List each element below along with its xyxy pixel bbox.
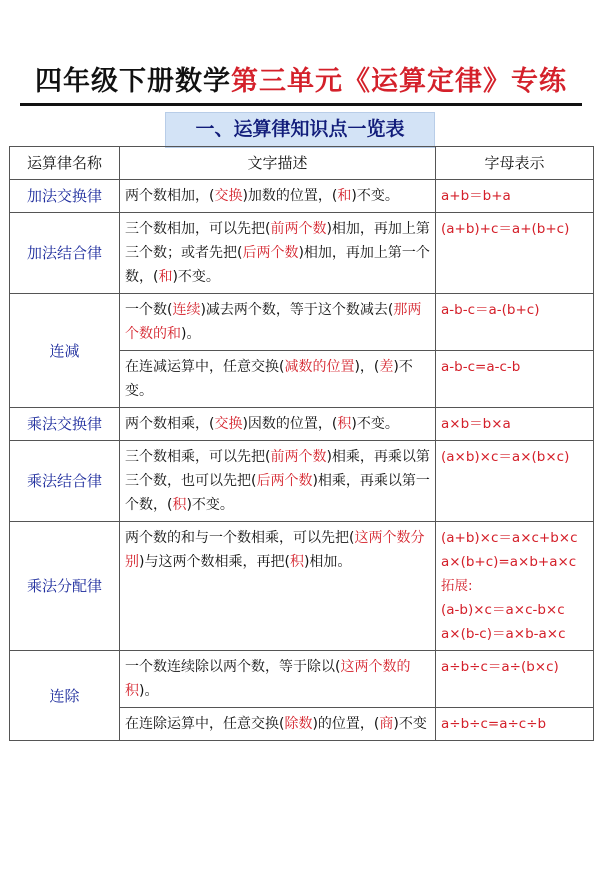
rule-description: 在连减运算中，任意交换(减数的位置)，(差)不变。 <box>120 351 436 408</box>
page-title <box>0 62 602 102</box>
header-name: 运算律名称 <box>10 147 120 180</box>
title-underline <box>20 103 582 106</box>
rules-table <box>9 146 594 741</box>
rule-name: 加法结合律 <box>10 213 120 294</box>
table-header-row <box>10 147 594 180</box>
rule-name: 乘法交换律 <box>10 408 120 441</box>
rule-formula <box>436 522 594 651</box>
rule-formula: a÷b÷c＝a÷(b×c) <box>436 651 594 708</box>
rule-description: 三个数相乘，可以先把(前两个数)相乘，再乘以第三个数，也可以先把(后两个数)相乘，再乘以第一个数，(积)不变。 <box>120 441 436 522</box>
formula-line: a×(b-c)＝a×b-a×c <box>441 626 566 642</box>
rule-description: 一个数连续除以两个数，等于除以(这两个数的积)。 <box>120 651 436 708</box>
rule-formula: a÷b÷c=a÷c÷b <box>436 708 594 741</box>
rule-name: 加法交换律 <box>10 180 120 213</box>
rule-formula: (a×b)×c＝a×(b×c) <box>436 441 594 522</box>
table-row <box>10 408 594 441</box>
rule-description: 两个数相乘，(交换)因数的位置，(积)不变。 <box>120 408 436 441</box>
rule-description: 三个数相加，可以先把(前两个数)相加，再加上第三个数；或者先把(后两个数)相加，再加上第一个数，(和)不变。 <box>120 213 436 294</box>
table-row <box>10 180 594 213</box>
formula-line: a×(b+c)=a×b+a×c <box>441 554 577 570</box>
rule-formula: a-b-c＝a-(b+c) <box>436 294 594 351</box>
rule-name: 连减 <box>10 294 120 408</box>
rule-description: 在连除运算中，任意交换(除数)的位置，(商)不变 <box>120 708 436 741</box>
table-row <box>10 213 594 294</box>
table-row <box>10 294 594 351</box>
header-desc: 文字描述 <box>120 147 436 180</box>
formula-line: (a+b)×c＝a×c+b×c <box>441 530 578 546</box>
table-row <box>10 522 594 651</box>
table-row <box>10 441 594 522</box>
rule-description: 一个数(连续)减去两个数，等于这个数减去(那两个数的和)。 <box>120 294 436 351</box>
rule-formula: a-b-c=a-c-b <box>436 351 594 408</box>
rule-formula: a×b＝b×a <box>436 408 594 441</box>
rule-formula: (a+b)+c＝a+(b+c) <box>436 213 594 294</box>
rule-name: 乘法分配律 <box>10 522 120 651</box>
table-row <box>10 651 594 708</box>
formula-line: (a-b)×c＝a×c-b×c <box>441 602 565 618</box>
rule-formula: a+b＝b+a <box>436 180 594 213</box>
rule-name: 连除 <box>10 651 120 741</box>
rule-name: 乘法结合律 <box>10 441 120 522</box>
formula-line: 拓展: <box>441 578 473 594</box>
section-subtitle: 一、运算律知识点一览表 <box>195 118 405 140</box>
title-black: 四年级下册数学 <box>35 66 231 97</box>
title-red: 第三单元《运算定律》专练 <box>231 66 567 97</box>
rule-description: 两个数相加，(交换)加数的位置，(和)不变。 <box>120 180 436 213</box>
header-formula: 字母表示 <box>436 147 594 180</box>
rule-description: 两个数的和与一个数相乘，可以先把(这两个数分别)与这两个数相乘，再把(积)相加。 <box>120 522 436 651</box>
